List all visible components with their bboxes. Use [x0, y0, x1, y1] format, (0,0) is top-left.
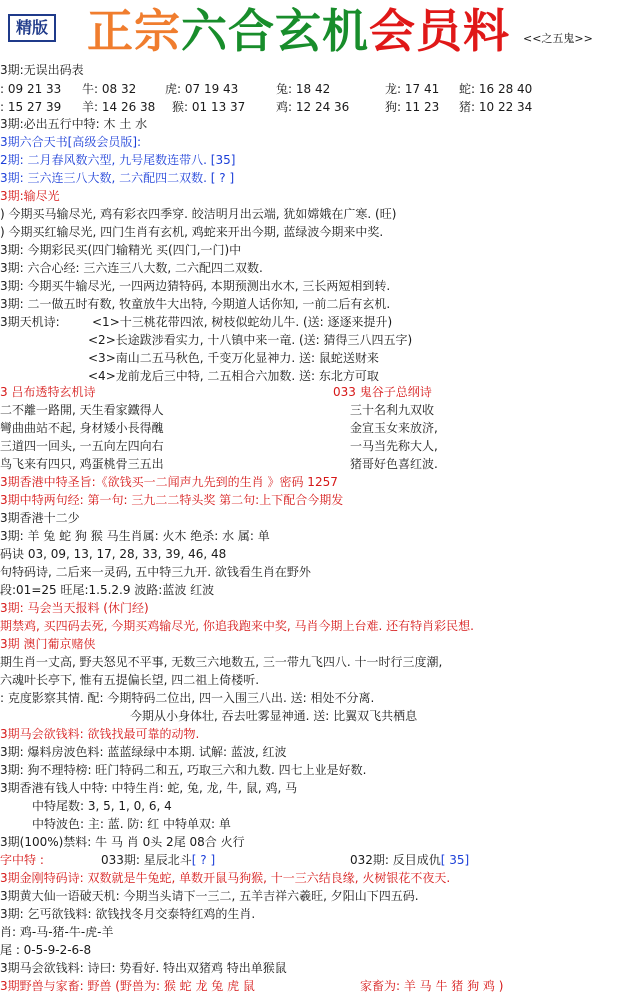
text-line: 3期: 二一做五时有数, 牧童放牛大出特, 今期道人话你知, 一前二后有玄机. — [0, 297, 391, 311]
zodiac-cell: 狗: 11 23 — [385, 100, 440, 114]
zodiac-cell: 猴: 01 13 37 — [172, 100, 246, 114]
beast-line-right: 家畜为: 羊 马 牛 猪 狗 鸡 ) — [360, 979, 504, 993]
edition-badge: 精版 — [8, 14, 56, 42]
text-line: 3期马会欲钱料: 诗曰: 势看好. 特出双猪鸡 特出单猴鼠 — [0, 961, 287, 975]
tianshu-line-1 — [0, 152, 235, 168]
beast-line-left: 3期野兽与家畜: 野兽 (野兽为: 猴 蛇 龙 兔 虎 鼠 — [0, 979, 255, 993]
text-line: 3期: 今期买牛输尽光, 一四两边猜特码, 本期预测出水木, 三长两短相到转. — [0, 279, 391, 293]
text-line: 3期香港有钱人中特: 中特生肖: 蛇, 兔, 龙, 牛, 鼠, 鸡, 马 — [0, 781, 298, 795]
tianshu-line-2 — [0, 170, 234, 186]
text-line: 3期: 今期彩民买(四门输精光 买(四门,一门)中 — [0, 243, 242, 257]
text-line: 肖: 鸡-马-猪-牛-虎-羊 — [0, 925, 114, 939]
text-line: 尾 : 0-5-9-2-6-8 — [0, 943, 92, 957]
word-special-current — [101, 852, 215, 868]
section-heading-shujinguang: 3期:输尽光 — [0, 189, 60, 203]
text-line: 3期: 爆料房波色料: 蓝蓝绿绿中本期. 试解: 蓝波, 红波 — [0, 745, 287, 759]
text-line: 3期: 乞丐欲钱料: 欲钱找冬月交泰特红鸡的生肖. — [0, 907, 256, 921]
tianji-heading: 3期天机诗: — [0, 315, 60, 329]
section-heading-hk12: 3期香港十二少 — [0, 511, 80, 525]
text-line: ) 今期买红输尽光, 四门生肖有玄机, 鸡蛇来开出今期, 蓝绿波今期来中奖. — [0, 225, 384, 239]
word-special-prev-result: [ 35] — [440, 853, 470, 867]
zodiac-cell: 兔: 18 42 — [276, 82, 331, 96]
text-line: 3期黄大仙一语破天机: 今期当头请下一三二, 五羊吉祥六羲旺, 夕阳山下四五码. — [0, 889, 419, 903]
text-line: 3期(100%)禁料: 牛 马 肖 0头 2尾 08合 火行 — [0, 835, 245, 849]
text-line: 码诀 03, 09, 13, 17, 28, 33, 39, 46, 48 — [0, 547, 227, 561]
text-line: 中特尾数: 3, 5, 1, 0, 6, 4 — [32, 799, 172, 813]
zodiac-cell: 蛇: 16 28 40 — [459, 82, 533, 96]
tianshu-result-2: [ ? ] — [210, 171, 235, 185]
tianshu-result-1: [35] — [210, 153, 236, 167]
tianji-verse-3: <3>南山二五马秋色, 千变万化显神力. 送: 鼠蛇送财来 — [88, 351, 379, 365]
text-line: 今期从小身体壮, 吞去吐雾显神通. 送: 比翼双飞共栖息 — [130, 709, 418, 723]
text-line: 3期: 羊 兔 蛇 狗 猴 马生肖属: 火木 绝杀: 水 属: 单 — [0, 529, 270, 543]
tianshu-text-1: 2期: 二月春风数六型, 九号尾数连带八. — [0, 153, 207, 167]
poem-line-left: 三道四一回头, 一五向左四向右 — [0, 439, 164, 453]
page-title — [87, 2, 510, 60]
zodiac-cell: : 15 27 39 — [0, 100, 62, 114]
jingang-line: 3期金刚特码诗: 双数就是牛兔蛇, 单数开鼠马狗猴, 十一三六结良缘, 火树银花不夜天. — [0, 871, 451, 885]
beast-line — [0, 978, 255, 994]
title-part-2: 六合 — [181, 4, 275, 58]
section-heading-tianshu: 3期六合天书[高级会员版]: — [0, 135, 142, 149]
word-special-prev-text: 032期: 反目成仇 — [350, 853, 441, 867]
title-part-3: 玄机 — [275, 4, 369, 58]
text-line-highlight: 期禁鸡, 买四码去死, 今期买鸡输尽光, 你追我跑来中奖, 马肖今期上台难. 还有特肖彩民想. — [0, 619, 474, 633]
title-part-1: 正宗 — [87, 4, 181, 58]
section-heading-mahui: 3期: 马会当天报料 (休门经) — [0, 601, 149, 615]
tianshu-text-2: 3期: 三六连三八大数, 二六配四二双数. — [0, 171, 207, 185]
word-special-label: 字中特 : — [0, 853, 44, 867]
text-line: 3期: 狗不理特榜: 旺门特码二和五, 巧取三六和九数. 四七上业是好数. — [0, 763, 367, 777]
text-line: 期生肖一丈高, 野夫怒见不平事, 无数三六地数五, 三一带九飞四八. 十一时行三度潮, — [0, 655, 443, 669]
tianji-verse-1: <1>十三桃花带四浓, 树枝似蛇幼儿牛. (送: 逐逐来提升) — [92, 315, 393, 329]
word-special-current-result: [ ? ] — [191, 853, 216, 867]
tianji-verse-2: <2>长途跋涉看实力, 十八镇中来一竜. (送: 猜得三八四五字) — [88, 333, 413, 347]
text-line: 3期: 六合心经: 三六连三八大数, 二六配四二双数. — [0, 261, 263, 275]
poem-line-right: 三十名利九双收 — [350, 403, 435, 417]
five-elements-line: 3期:必出五行中特: 木 土 水 — [0, 117, 148, 131]
word-special-current-text: 033期: 星辰北斗 — [101, 853, 192, 867]
poem-title-right: 033 鬼谷子总纲诗 — [333, 385, 432, 399]
poem-line-right: 一马当先称大人, — [350, 439, 438, 453]
section-heading-macau: 3期 澳门葡京赌侠 — [0, 637, 96, 651]
poem-line-right: 金宣玉女来放济, — [350, 421, 438, 435]
section-heading-yuqian: 3期马会欲钱料: 欲钱找最可靠的动物. — [0, 727, 200, 741]
two-sentence-line: 3期中特两句经: 第一句: 三九二二特头奖 第二句:上下配合今期发 — [0, 493, 344, 507]
poem-line-left: 彎曲曲站不起, 身材矮小長得醜 — [0, 421, 164, 435]
text-line: 句特码诗, 二后来一灵码, 五中特三九开. 欲钱看生肖在野外 — [0, 565, 311, 579]
zodiac-cell: 虎: 07 19 43 — [165, 82, 239, 96]
text-line: ) 今期买马输尽光, 鸡有彩衣四季穿. 皎洁明月出云端, 犹如嫦娥在广寒. (旺) — [0, 207, 397, 221]
title-part-4: 会员料 — [369, 4, 510, 58]
poem-title-left: 3 吕布透特玄机诗 — [0, 385, 96, 399]
hk-decree-line: 3期香港中特圣旨:《欲钱买一二闻声九先到的生肖 》密码 1257 — [0, 475, 338, 489]
text-line: 六魂叶长亭下, 惟有五提偏长望, 四二祖上倚楼听. — [0, 673, 260, 687]
zodiac-table-title: 3期:无误出码表 — [0, 63, 84, 77]
text-line: : 克度影察其情. 配: 今期特码二位出, 四一入围三八出. 送: 相处不分离. — [0, 691, 375, 705]
word-special-prev — [350, 852, 469, 868]
zodiac-cell: : 09 21 33 — [0, 82, 62, 96]
zodiac-cell: 鸡: 12 24 36 — [276, 100, 350, 114]
zodiac-cell: 猪: 10 22 34 — [459, 100, 533, 114]
zodiac-cell: 牛: 08 32 — [82, 82, 137, 96]
author-tag: <<之五鬼>> — [523, 32, 593, 45]
zodiac-cell: 龙: 17 41 — [385, 82, 440, 96]
poem-line-right: 猪哥好色喜红波. — [350, 457, 438, 471]
poem-line-left: 二不離一路開, 天生看家鐵得人 — [0, 403, 164, 417]
text-line: 中特波色: 主: 蓝. 防: 红 中特单双: 单 — [32, 817, 231, 831]
poem-line-left: 鸟飞来有四只, 鸡蛋桃骨三五出 — [0, 457, 164, 471]
zodiac-cell: 羊: 14 26 38 — [82, 100, 156, 114]
tianji-verse-4: <4>龙前龙后三中特, 二五相合六加数. 送: 东北方可取 — [88, 369, 379, 383]
text-line: 段:01=25 旺尾:1.5.2.9 波路:蓝波 红波 — [0, 583, 215, 597]
